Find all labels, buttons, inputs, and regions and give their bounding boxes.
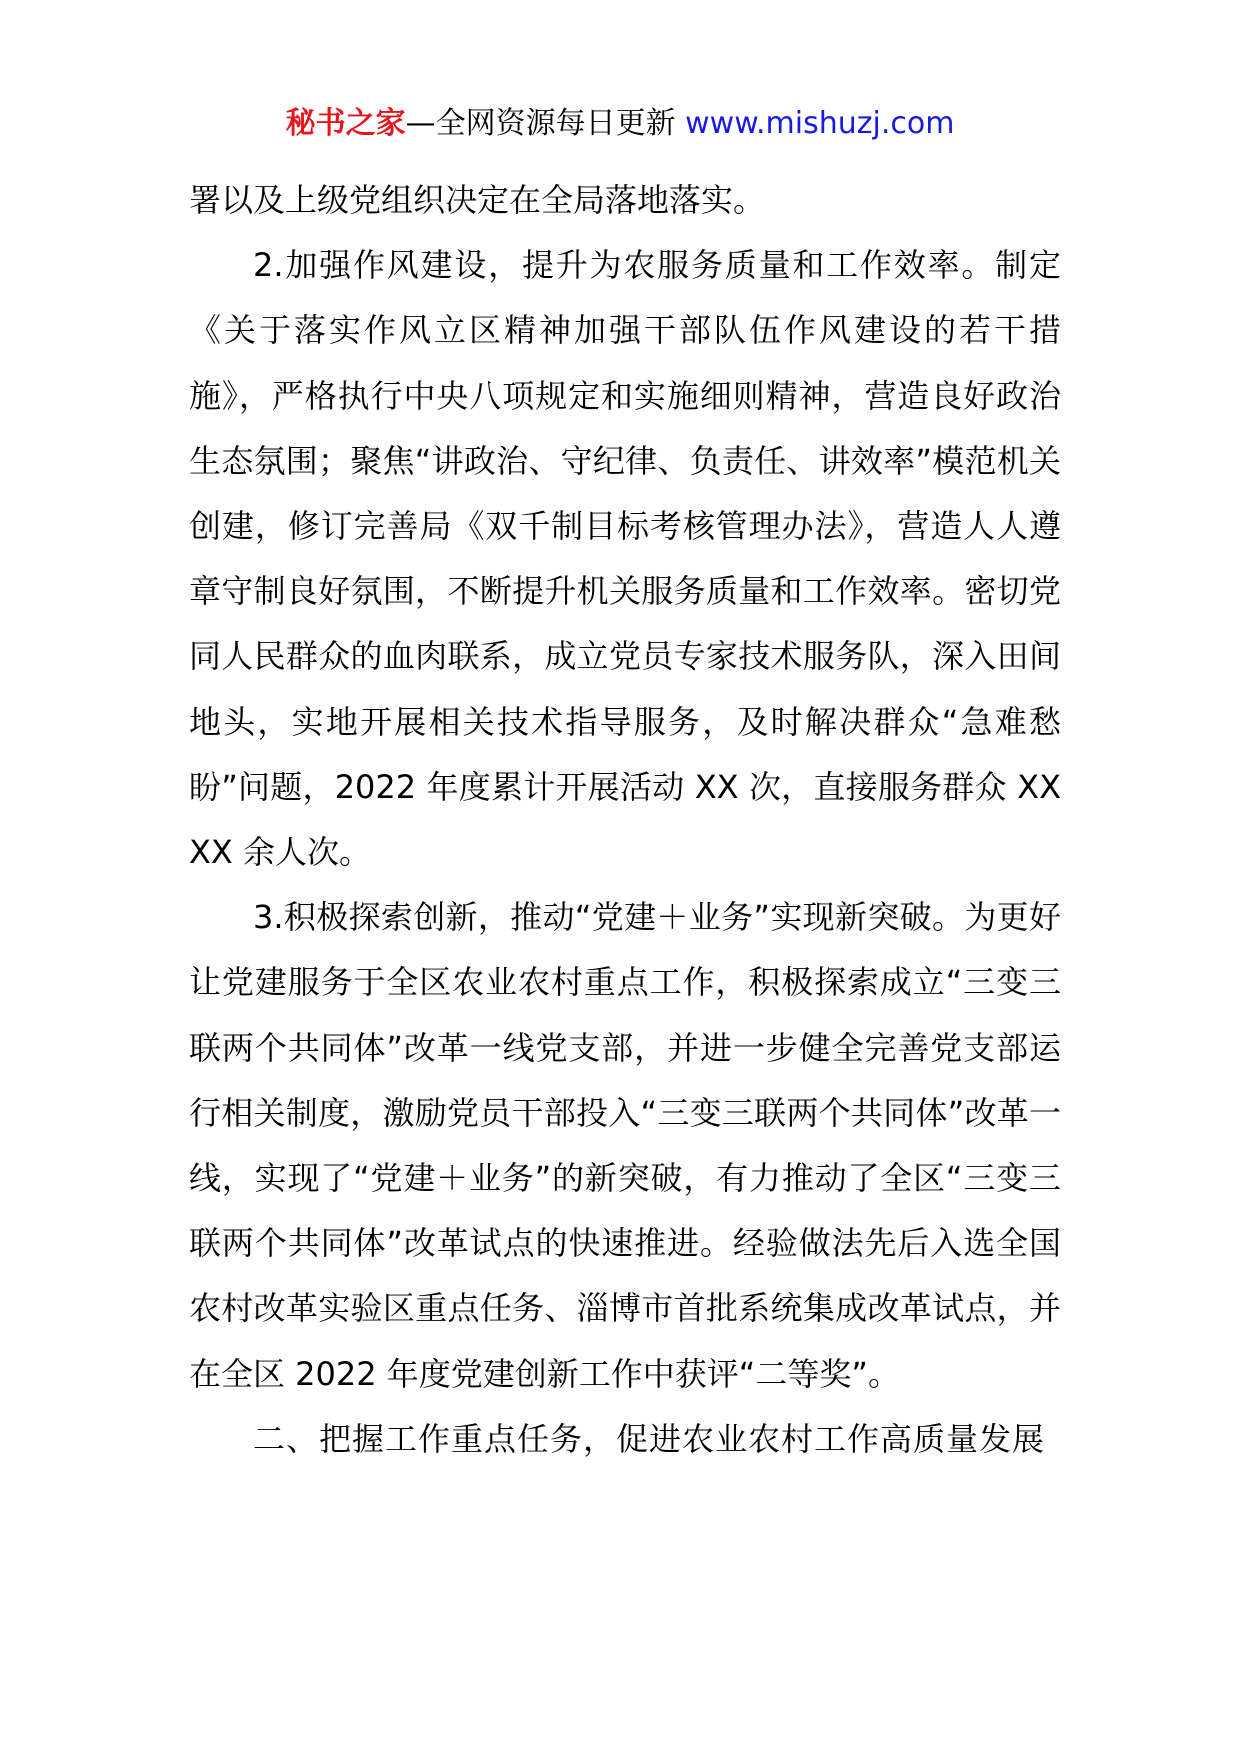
paragraph-continuation: 署以及上级党组织决定在全局落地落实。 bbox=[189, 181, 766, 219]
brand-name: 秘书之家 bbox=[285, 106, 406, 141]
header-slogan: —全网资源每日更新 bbox=[405, 106, 676, 141]
section-heading: 二、把握工作重点任务，促进农业农村工作高质量发展 bbox=[253, 1419, 1046, 1458]
document-body bbox=[189, 168, 1061, 1472]
paragraph-item-3: 3.积极探索创新，推动“党建＋业务”实现新突破。为更好让党建服务于全区农业农村重点工作，积极探索成立“三变三联两个共同体”改革一线党支部，并进一步健全完善党支部运行相关制度，激励党员干部投入“三变三联两个共同体”改革一线，实现了“党建＋业务”的新突破，有力推动了全区“三变三联两个共同体”改革试点的快速推进。经验做法先后入选全国农村改革实验区重点任务、淄博市首批系统集成改革试点，并在全区 2022 年度党建创新工作中获评“二等奖”。 bbox=[189, 898, 1061, 1393]
site-url-link[interactable]: www.mishuzj.com bbox=[685, 106, 955, 141]
paragraph-item-2: 2.加强作风建设，提升为农服务质量和工作效率。制定《关于落实作风立区精神加强干部队伍作风建设的若干措施》，严格执行中央八项规定和实施细则精神，营造良好政治生态氛围；聚焦“讲政治、守纪律、负责任、讲效率”模范机关创建，修订完善局《双千制目标考核管理办法》，营造人人遵章守制良好氛围，不断提升机关服务质量和工作效率。密切党同人民群众的血肉联系，成立党员专家技术服务队，深入田间地头，实地开展相关技术指导服务，及时解决群众“急难愁盼”问题，2022 年度累计开展活动 XX 次，直接服务群众 XXXX 余人次。 bbox=[189, 246, 1061, 872]
site-header bbox=[0, 104, 1240, 144]
